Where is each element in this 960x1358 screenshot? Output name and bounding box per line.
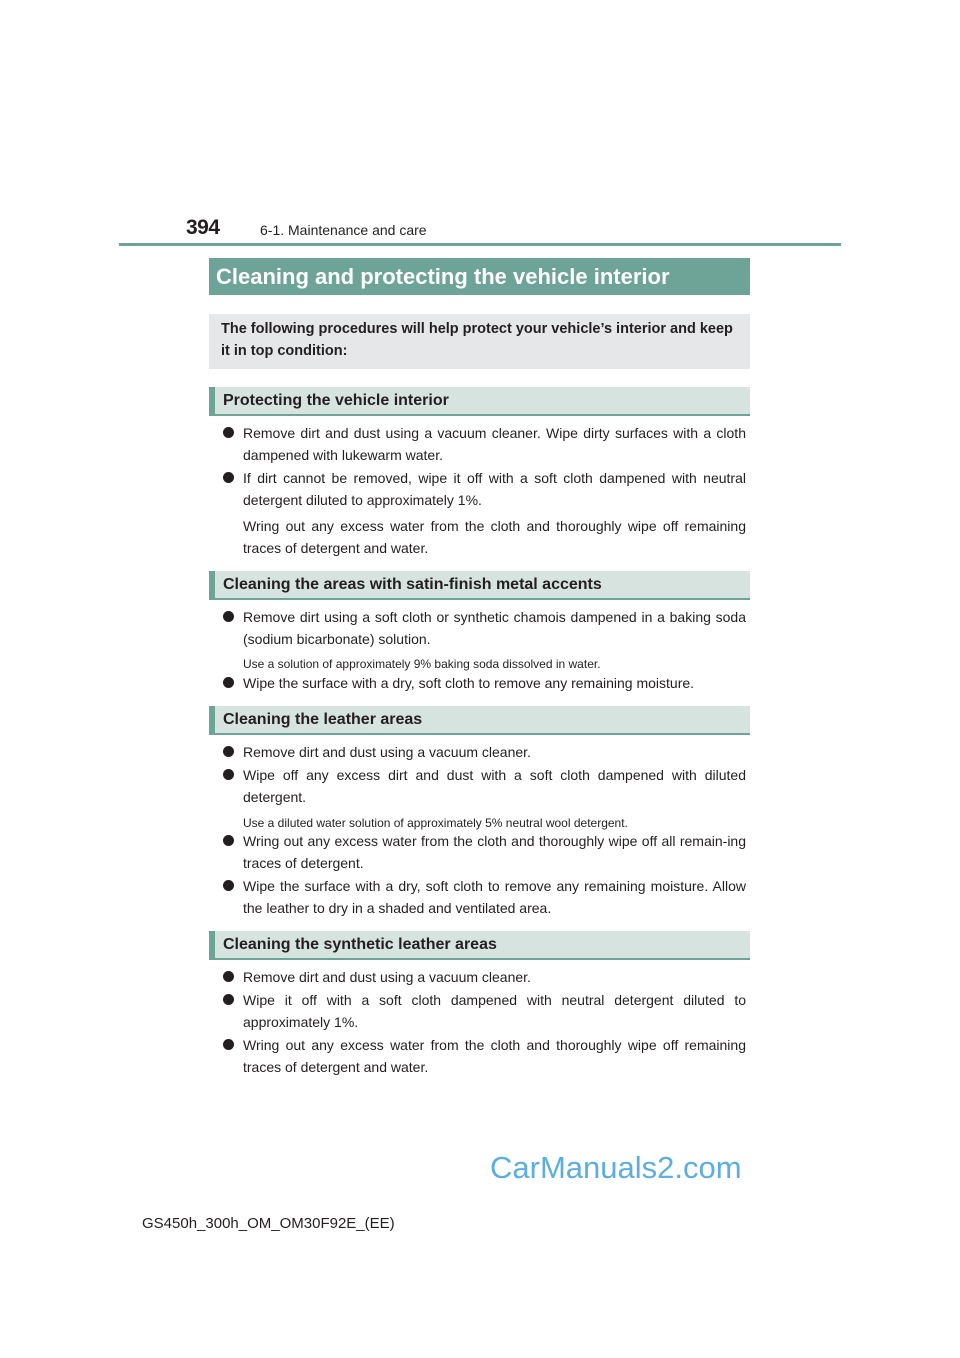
note: Use a diluted water solution of approximately 5% neutral wool detergent. [243, 816, 628, 830]
list-item [223, 741, 746, 763]
list-item-text: Wipe off any excess dirt and dust with a soft cloth dampened with diluted detergent. [243, 767, 746, 805]
watermark-link[interactable]: CarManuals2.com [490, 1150, 742, 1185]
header-rule [119, 243, 841, 246]
list-item-text: Wring out any excess water from the cloth and thoroughly wipe off all remain-ing traces of detergent. [243, 833, 746, 871]
bullet-icon [223, 427, 234, 438]
list-item-text: Remove dirt and dust using a vacuum cleaner. Wipe dirty surfaces with a cloth dampened with lukewarm water. [243, 425, 746, 463]
bullet-icon [223, 472, 234, 483]
list-item-text: Wring out any excess water from the cloth and thoroughly wipe off remaining traces of detergent and water. [243, 1037, 746, 1075]
list-item-text: If dirt cannot be removed, wipe it off with a soft cloth dampened with neutral detergent diluted to approximately 1%. [243, 470, 746, 508]
list-item [223, 606, 746, 650]
note: Use a solution of approximately 9% baking soda dissolved in water. [243, 657, 601, 671]
list-item [223, 830, 746, 874]
list-item-text: Remove dirt and dust using a vacuum cleaner. [243, 969, 531, 985]
bullet-icon [223, 994, 234, 1005]
footer-code: GS450h_300h_OM_OM30F92E_(EE) [142, 1215, 395, 1232]
page-number: 394 [186, 216, 220, 239]
list-item [223, 966, 746, 988]
section-label: 6-1. Maintenance and care [260, 222, 427, 238]
bullet-icon [223, 1039, 234, 1050]
list-item-text: Wipe it off with a soft cloth dampened with neutral detergent diluted to approximately 1%. [243, 992, 746, 1030]
intro-box [209, 314, 750, 369]
list-item [223, 422, 746, 466]
list-item [223, 989, 746, 1033]
list-item-text: Remove dirt using a soft cloth or synthetic chamois dampened in a baking soda (sodium bicarbonate) solution. [243, 609, 746, 647]
bullet-icon [223, 746, 234, 757]
paragraph: Wring out any excess water from the cloth and thoroughly wipe off remaining traces of detergent and water. [243, 518, 746, 556]
list-item-text: Wipe the surface with a dry, soft cloth to remove any remaining moisture. [243, 675, 695, 691]
bullet-icon [223, 677, 234, 688]
section-heading-synthetic-leather: Cleaning the synthetic leather areas [209, 931, 750, 960]
list-item-text: Wipe the surface with a dry, soft cloth to remove any remaining moisture. Allow the leather to dry in a shaded and ventilated area. [243, 878, 746, 916]
section-heading-protecting: Protecting the vehicle interior [209, 387, 750, 416]
list-item [223, 875, 746, 919]
bullet-icon [223, 611, 234, 622]
bullet-icon [223, 971, 234, 982]
list-item [223, 467, 746, 511]
bullet-icon [223, 880, 234, 891]
list-item [223, 764, 746, 808]
list-item [223, 1034, 746, 1078]
list-item-text: Remove dirt and dust using a vacuum cleaner. [243, 744, 531, 760]
section-heading-satin-metal: Cleaning the areas with satin-finish metal accents [209, 571, 750, 600]
bullet-icon [223, 835, 234, 846]
page-title: Cleaning and protecting the vehicle interior [209, 258, 750, 295]
intro-text: The following procedures will help protect your vehicle’s interior and keep it in top condition: [221, 321, 733, 359]
bullet-icon [223, 769, 234, 780]
list-item [223, 672, 746, 694]
section-heading-leather: Cleaning the leather areas [209, 706, 750, 735]
